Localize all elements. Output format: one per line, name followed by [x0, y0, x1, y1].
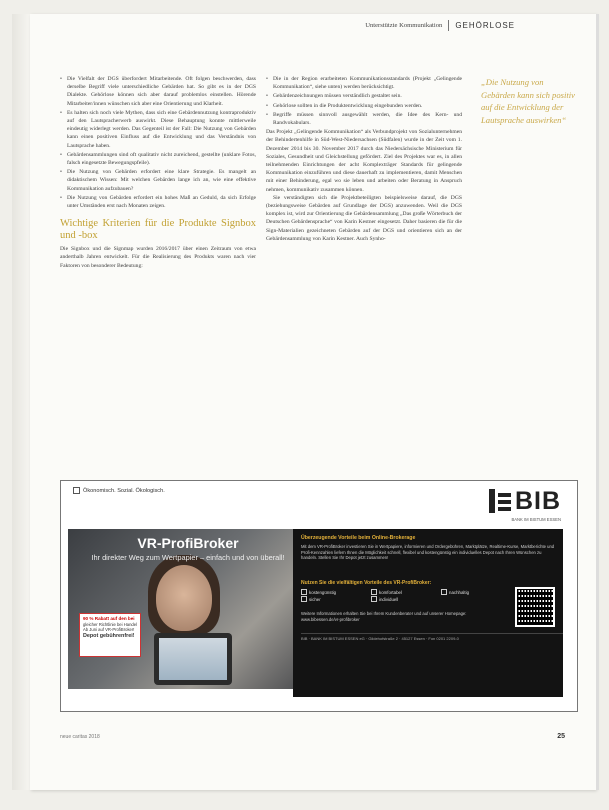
- ad-header: [61, 481, 577, 515]
- list-item: • Die in der Region erarbeiteten Kommunikationsstandards (Projekt „Gelingende Kommunikation“, siehe unten) werden berücksichtigt.: [266, 75, 462, 91]
- bib-mark-icon: [489, 489, 511, 513]
- ad-label-text: Ökonomisch. Sozial. Ökologisch.: [83, 487, 165, 494]
- list-item: • Begriffe müssen sinnvoll ausgewählt werden, die Idee des Kern- und Randvokabulars.: [266, 111, 462, 127]
- page-number: 25: [557, 733, 565, 740]
- list-item: • Gehörlose sollten in die Produktentwicklung eingebunden werden.: [266, 102, 462, 110]
- ad-subtitle: Ihr direkter Weg zum Wertpapier – einfach und von überall!: [91, 553, 285, 562]
- page-binder-shadow: [12, 14, 30, 790]
- ad-title: VR-ProfiBroker: [137, 535, 239, 551]
- benefits-list: [301, 589, 501, 602]
- badge-line: gleicher Richtlinie bei Handel: [83, 621, 138, 627]
- person-face: [156, 565, 212, 631]
- badge-line: 90 % Rabatt auf den bei: [83, 616, 135, 621]
- benefit-item: komfortabel: [371, 589, 441, 595]
- page-edge: [596, 14, 599, 790]
- list-item: • Gebärdenzeichnungen müssen verständlich gestaltet sein.: [266, 92, 462, 100]
- benefits-heading: Nutzen Sie die vielfältigen Vorteile des VR-ProfiBroker:: [301, 580, 432, 586]
- bullet-list-2: [266, 75, 462, 127]
- checkbox-icon: [371, 589, 377, 595]
- ad-footer: BIB · BANK IM BISTUM ESSEN eG · Gildehofstraße 2 · 45127 Essen · Fon 0201 2209-0: [301, 633, 563, 641]
- bib-brand-text: BIB: [514, 487, 561, 515]
- badge-line: Ab Juni auf VR-ProfiBroker!: [83, 627, 135, 633]
- list-item: • Gebärdensammlungen sind oft qualitativ nicht zureichend, gestellte (unklare Fotos, falsch eingesetzte Bewegungspfeile).: [60, 151, 256, 167]
- list-item: • Die Vielfalt der DGS überfordert Mitarbeitende. Oft folgen beschwerden, dass derselbe Begriff viele unterschiedliche Gebärden hat. So gibt es in der DGS Dialekte. Gehörlose können sich aber darauf problemlos einstellen. Hörende Mitarbeiter/innen wünschen sich aber eine Orientierung und Klarheit.: [60, 75, 256, 108]
- pull-quote: „Die Nutzung von Gebärden kann sich positiv auf die Entwicklung der Lautsprache auswirken“: [481, 77, 575, 125]
- info-heading: Überzeugende Vorteile beim Online-Brokerage: [301, 535, 416, 541]
- checkbox-icon: [441, 589, 447, 595]
- header-divider: [448, 20, 449, 31]
- list-item: • Es halten sich noch viele Mythen, dass sich eine Gebärdennutzung kontraproduktiv auf den Lautspracherwerb auswirkt. Diese Behauptung konnte mittlerweile eindeutig widerlegt werden. Das Gegenteil ist der Fall: Die Nutzung von Gebärden kann einen positiven Einfluss auf die Entwicklung und das Verständnis von Lautsprache haben.: [60, 109, 256, 150]
- checkbox-icon: [301, 596, 307, 602]
- text-column-2: [266, 75, 462, 243]
- bib-brand-subtitle: BANK IM BISTUM ESSEN: [511, 517, 561, 522]
- section-label: GEHÖRLOSE: [455, 21, 515, 30]
- body-paragraph: Die Signbox und die Signmap wurden 2016/2017 über einen Zeitraum von etwa anderthalb Jahren entwickelt. Für die Realisierung des Produkts waren nach vier Faktoren von besonderer Bedeutung:: [60, 246, 256, 269]
- checkbox-icon: [371, 596, 377, 602]
- benefit-item: individuell: [371, 596, 441, 602]
- checkbox-icon: [73, 487, 80, 494]
- advertisement[interactable]: [60, 480, 578, 712]
- body-paragraph: Sie verständigten sich die Projektbeteiligten beispielsweise darauf, die DGS (beziehungsweise Gebärden auf Grundlage der DGS) anzuwenden. Weil die DGS komplex ist, wird zur Orientierung die Gebärdensammlung „Das große Wörterbuch der Deutschen Gebärdensprache“ von Karin Kestner eingesetzt. Daher basieren die für die Sign-Materialien gezeichneten Gebärden auf der DGS und orientieren sich an der Gebärdensammlung von Karin Kestner. Auch Synho-: [266, 194, 462, 242]
- benefit-item: sicher: [301, 596, 371, 602]
- body-paragraph: Das Projekt „Gelingende Kommunikation“ als Verbundprojekt von Sozialunternehmen der Behindertenhilfe in Süd-West-Niedersachsen (Südfalen) wurde in der Zeit vom 1. Dezember 2014 bis 30. November 2017 durch das Niedersächsische Ministerium für Soziales, Gesundheit und Gleichstellung gefördert. Ziel des Projektes war es, in allen teilnehmenden Einrichtungen der acht Komplexträger Standards für gelingende Kommunikation einzuführen und diese dauerhaft zu implementieren, damit Menschen mit einer Behinderung, egal wo sie leben und arbeiten oder Beratung in Anspruch nehmen, kommunikativ zusammen können.: [266, 129, 462, 193]
- benefit-item: kostengünstig: [301, 589, 371, 595]
- ad-label: [73, 487, 165, 494]
- list-item: • Die Nutzung von Gebärden erfordert ein hohes Maß an Geduld, da sich Erfolge unter Umständen erst nach Monaten zeigen.: [60, 194, 256, 210]
- qr-code-icon[interactable]: [515, 587, 555, 627]
- ad-info-panel: [293, 529, 563, 697]
- info-more-link[interactable]: Weitere Informationen erhalten Sie bei Ihrem Kundenberater und auf unserer Homepage: www.bibessen.de/vr-profibroker: [301, 611, 467, 622]
- info-intro: Mit dem VR-ProfiBroker investieren Sie in Wertpapiere, informieren und Ordergebühren, Marktplätze, Realtime-Kurse, Marktberichte und Profi-Kennzahlen liefern Ihnen die Möglichkeit schnell, flexibel und kostengünstig ein individuelles Depot nach Ihren Wünschen zu handeln. Stellen Sie Ihr Depot jetzt zusammen!: [301, 544, 555, 561]
- bullet-list-1: [60, 75, 256, 210]
- badge-line: Depot gebührenfrei!: [83, 632, 135, 639]
- running-title: Unterstützte Kommunikation: [365, 22, 443, 29]
- benefit-item: nachhaltig: [441, 589, 501, 595]
- bib-logo: [489, 489, 561, 513]
- checkbox-icon: [301, 589, 307, 595]
- section-heading: Wichtige Kriterien für die Produkte Signbox und -box: [60, 218, 256, 242]
- page-footer-title: neue caritas 2018: [60, 734, 100, 740]
- list-item: • Die Nutzung von Gebärden erfordert eine klare Strategie. Es mangelt an didaktischem Wissen: Mit welchen Gebärden lange ich an, wie eine effektive Kommunikation aufzubauen?: [60, 168, 256, 193]
- ad-photo: [68, 529, 308, 689]
- offer-badge: [79, 613, 141, 657]
- running-header: [365, 20, 515, 31]
- text-column-1: [60, 75, 256, 270]
- tablet-icon: [154, 633, 232, 685]
